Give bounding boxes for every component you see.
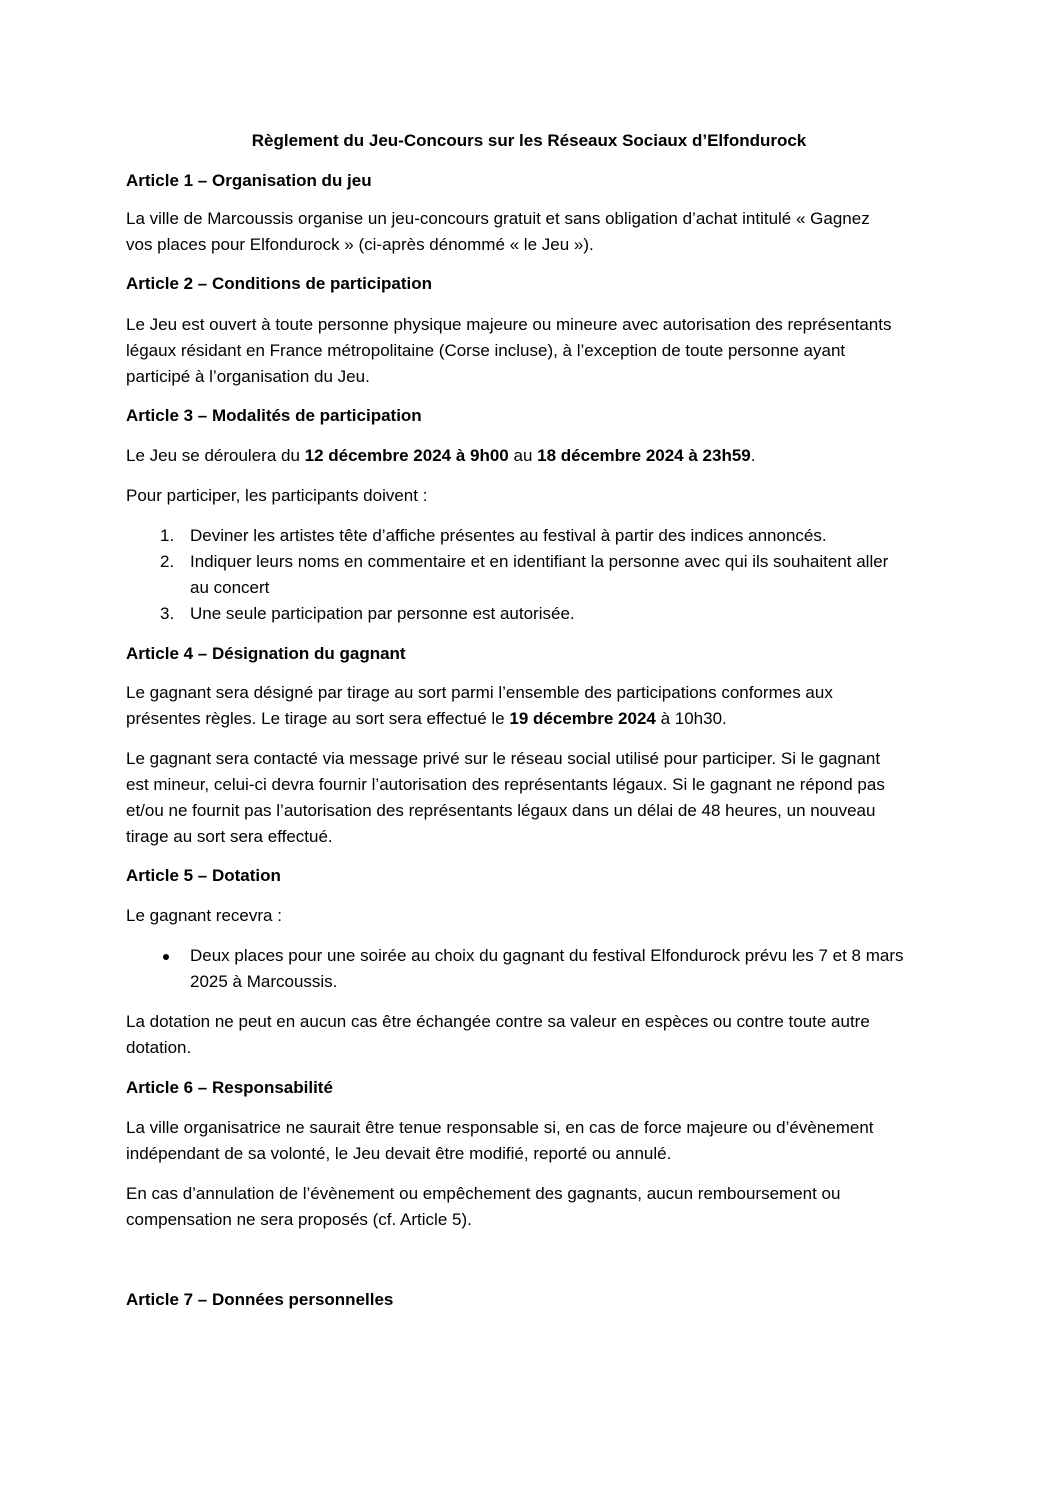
- list-item-text: Deviner les artistes tête d’affiche présentes au festival à partir des indices annoncés.: [190, 526, 827, 545]
- dates-text-e: .: [750, 446, 756, 465]
- article-4-p2-line-2: est mineur, celui-ci devra fournir l’autorisation des représentants légaux. Si le gagnant ne répond pas: [126, 775, 885, 794]
- article-6-p2-line-2: compensation ne sera proposés (cf. Article 5).: [126, 1210, 472, 1229]
- article-3-intro: Pour participer, les participants doivent :: [126, 486, 428, 505]
- article-3-heading: Article 3 – Modalités de participation: [126, 406, 422, 425]
- list-item-text: Une seule participation par personne est autorisée.: [190, 604, 575, 623]
- end-date: 18 décembre 2024 à 23h59: [537, 446, 751, 465]
- article-4-p2-line-4: tirage au sort sera effectué.: [126, 827, 333, 846]
- dates-text-c: au: [508, 446, 538, 465]
- list-item-text: au concert: [190, 578, 270, 597]
- article-1-heading: Article 1 – Organisation du jeu: [126, 171, 372, 190]
- article-5-heading: Article 5 – Dotation: [126, 866, 281, 885]
- bullet-icon: [163, 954, 169, 960]
- start-date: 12 décembre 2024 à 9h00: [304, 446, 509, 465]
- article-4-text-line-2: [126, 706, 938, 732]
- article-5-intro: Le gagnant recevra :: [126, 906, 282, 925]
- bullet-item-text: 2025 à Marcoussis.: [190, 972, 338, 991]
- bullet-item-text: Deux places pour une soirée au choix du gagnant du festival Elfondurock prévu les 7 et 8 mars: [190, 946, 904, 965]
- article-5-p2-line-1: La dotation ne peut en aucun cas être échangée contre sa valeur en espèces ou contre toute autre: [126, 1012, 870, 1031]
- article-2-text-line-2: légaux résidant en France métropolitaine (Corse incluse), à l’exception de toute personne ayant: [126, 341, 846, 360]
- article-6-text-line-1: La ville organisatrice ne saurait être tenue responsable si, en cas de force majeure ou d’évènement: [126, 1118, 874, 1137]
- article-6-heading: Article 6 – Responsabilité: [126, 1078, 333, 1097]
- list-number: 3.: [160, 604, 175, 623]
- article-7-heading: Article 7 – Données personnelles: [126, 1290, 394, 1309]
- draw-text-a: présentes règles. Le tirage au sort sera effectué le: [126, 709, 510, 728]
- article-4-p2-line-3: et/ou ne fournit pas l’autorisation des représentants légaux dans un délai de 48 heures, un nouveau: [126, 801, 876, 820]
- article-3-dates-paragraph: [126, 443, 938, 469]
- article-6-text-line-2: indépendant de sa volonté, le Jeu devait être modifié, reporté ou annulé.: [126, 1144, 672, 1163]
- article-2-text-line-3: participé à l’organisation du Jeu.: [126, 367, 370, 386]
- list-number: 1.: [160, 526, 175, 545]
- list-number: 2.: [160, 552, 175, 571]
- article-4-heading: Article 4 – Désignation du gagnant: [126, 644, 406, 663]
- article-4-p2-line-1: Le gagnant sera contacté via message privé sur le réseau social utilisé pour participer. Si le gagnant: [126, 749, 881, 768]
- draw-text-c: à 10h30.: [655, 709, 727, 728]
- article-4-text-line-1: Le gagnant sera désigné par tirage au sort parmi l’ensemble des participations conformes aux: [126, 683, 833, 702]
- dates-text-a: Le Jeu se déroulera du: [126, 446, 305, 465]
- article-2-text-line-1: Le Jeu est ouvert à toute personne physique majeure ou mineure avec autorisation des représentants: [126, 315, 892, 334]
- article-5-p2-line-2: dotation.: [126, 1038, 192, 1057]
- article-1-text-line-1: La ville de Marcoussis organise un jeu-concours gratuit et sans obligation d’achat intitulé « Gagnez: [126, 209, 870, 228]
- article-6-p2-line-1: En cas d’annulation de l’évènement ou empêchement des gagnants, aucun remboursement ou: [126, 1184, 841, 1203]
- document-title: Règlement du Jeu-Concours sur les Réseaux Sociaux d’Elfondurock: [251, 131, 807, 150]
- article-2-heading: Article 2 – Conditions de participation: [126, 274, 433, 293]
- article-1-text-line-2: vos places pour Elfondurock » (ci-après dénommé « le Jeu »).: [126, 235, 594, 254]
- draw-date: 19 décembre 2024: [509, 709, 656, 728]
- list-item-text: Indiquer leurs noms en commentaire et en identifiant la personne avec qui ils souhaitent aller: [190, 552, 889, 571]
